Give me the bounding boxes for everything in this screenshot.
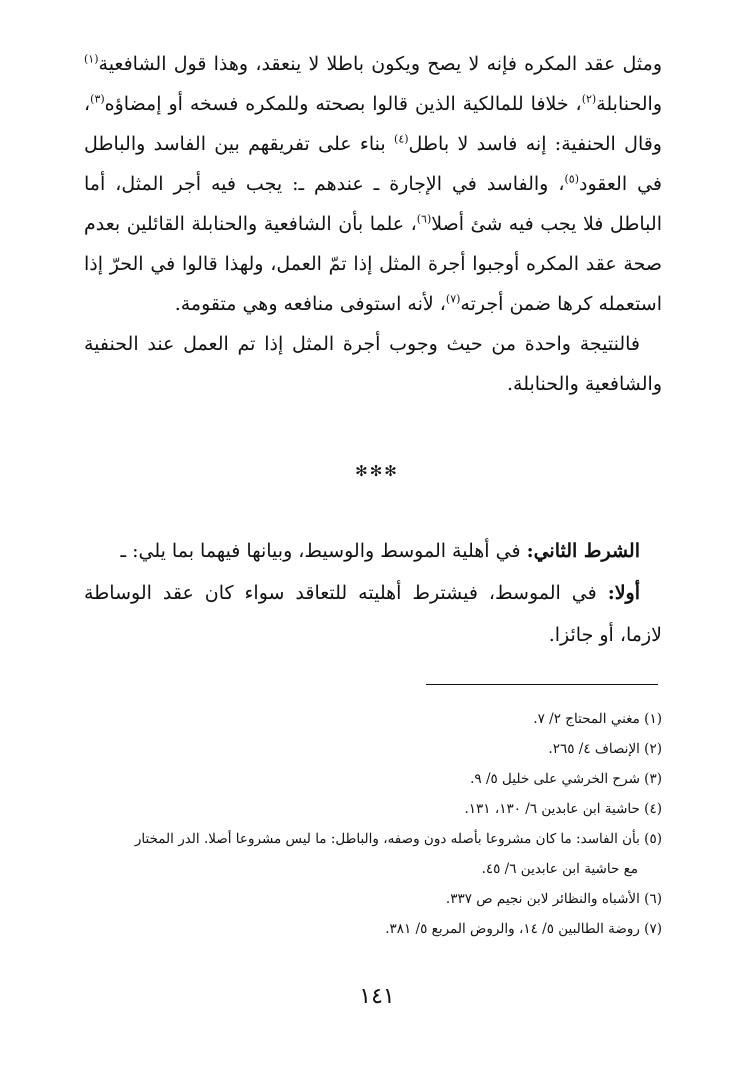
footnotes [84,704,662,944]
footnote-5: (٥) بأن الفاسد: ما كان مشروعا بأصله دون وصفه، والباطل: ما ليس مشروعا أصلا. الدر المختار [134,831,662,847]
condition-section [84,530,662,656]
footnote-ref-3: (٣) [90,92,105,106]
footnote-ref-1: (١) [84,52,99,66]
condition-heading-line: الشرط الثاني: في أهلية الموسط والوسيط، وبيانها فيهما بما يلي: ـ [120,540,640,562]
footnote-divider [426,684,658,685]
footnote-7: (٧) روضة الطالبين ٥/ ١٤، والروض المربع ٥/ ٣٨١. [385,921,662,937]
condition-first-item: أولا: في الموسط، فيشترط أهليته للتعاقد سواء كان عقد الوساطة لازما، أو جائزا. [84,582,662,646]
footnote-2: (٢) الإنصاف ٤/ ٢٦٥. [548,741,662,757]
paragraph-2: فالنتيجة واحدة من حيث وجوب أجرة المثل إذا تم العمل عند الحنفية والشافعية والحنابلة. [84,333,662,395]
footnote-ref-4: (٤) [394,132,409,146]
paragraph-1: ومثل عقد المكره فإنه لا يصح ويكون باطلا لا ينعقد، وهذا قول الشافعية$^{(١)}$ والحنابلة$^{(٢)}$، خلافا للمالكية الذين قالوا بصحته وللمكره فسخه أو إمضاؤه$^{(٣)}$، وقال الحنفية: إنه فاسد لا باطل$^{(٤)}$ بناء على تفريقهم بين الفاسد والباطل في العقود$^{(٥)}$، والفاسد في الإجارة ـ عندهم ـ: يجب فيه أجر المثل، أما الباطل فلا يجب فيه شئ أصلا$^{(٦)}$، علما بأن الشافعية والحنابلة القائلين بعدم صحة عقد المكره أوجبوا أجرة المثل إذا تمّ العمل، ولهذا قالوا في الحرّ إذا استعمله كرها ضمن أجرته$^{(٧)}$، لأنه استوفى منافعه وهي متقومة. [84,52,662,315]
footnote-3: (٣) شرح الخرشي على خليل ٥/ ٩. [470,771,662,787]
footnote-ref-6: (٦) [416,212,432,226]
footnote-ref-5: (٥) [564,172,579,186]
footnote-6: (٦) الأشباه والنظائر لابن نجيم ص ٣٣٧. [445,891,662,907]
condition-heading: الشرط الثاني: [526,540,640,562]
section-separator: ✻✻✻ [355,462,399,480]
footnote-4: (٤) حاشية ابن عابدين ٦/ ١٣٠، ١٣١. [464,801,662,817]
page-number: ١٤١ [359,984,395,1009]
footnote-ref-2: (٢) [581,92,597,106]
footnote-1: (١) مغني المحتاج ٢/ ٧. [533,711,662,727]
footnote-ref-7: (٧) [445,292,461,306]
main-text [84,44,662,404]
first-label: أولا: [607,582,640,604]
footnote-5-continuation: مع حاشية ابن عابدين ٦/ ٤٥. [481,861,638,877]
